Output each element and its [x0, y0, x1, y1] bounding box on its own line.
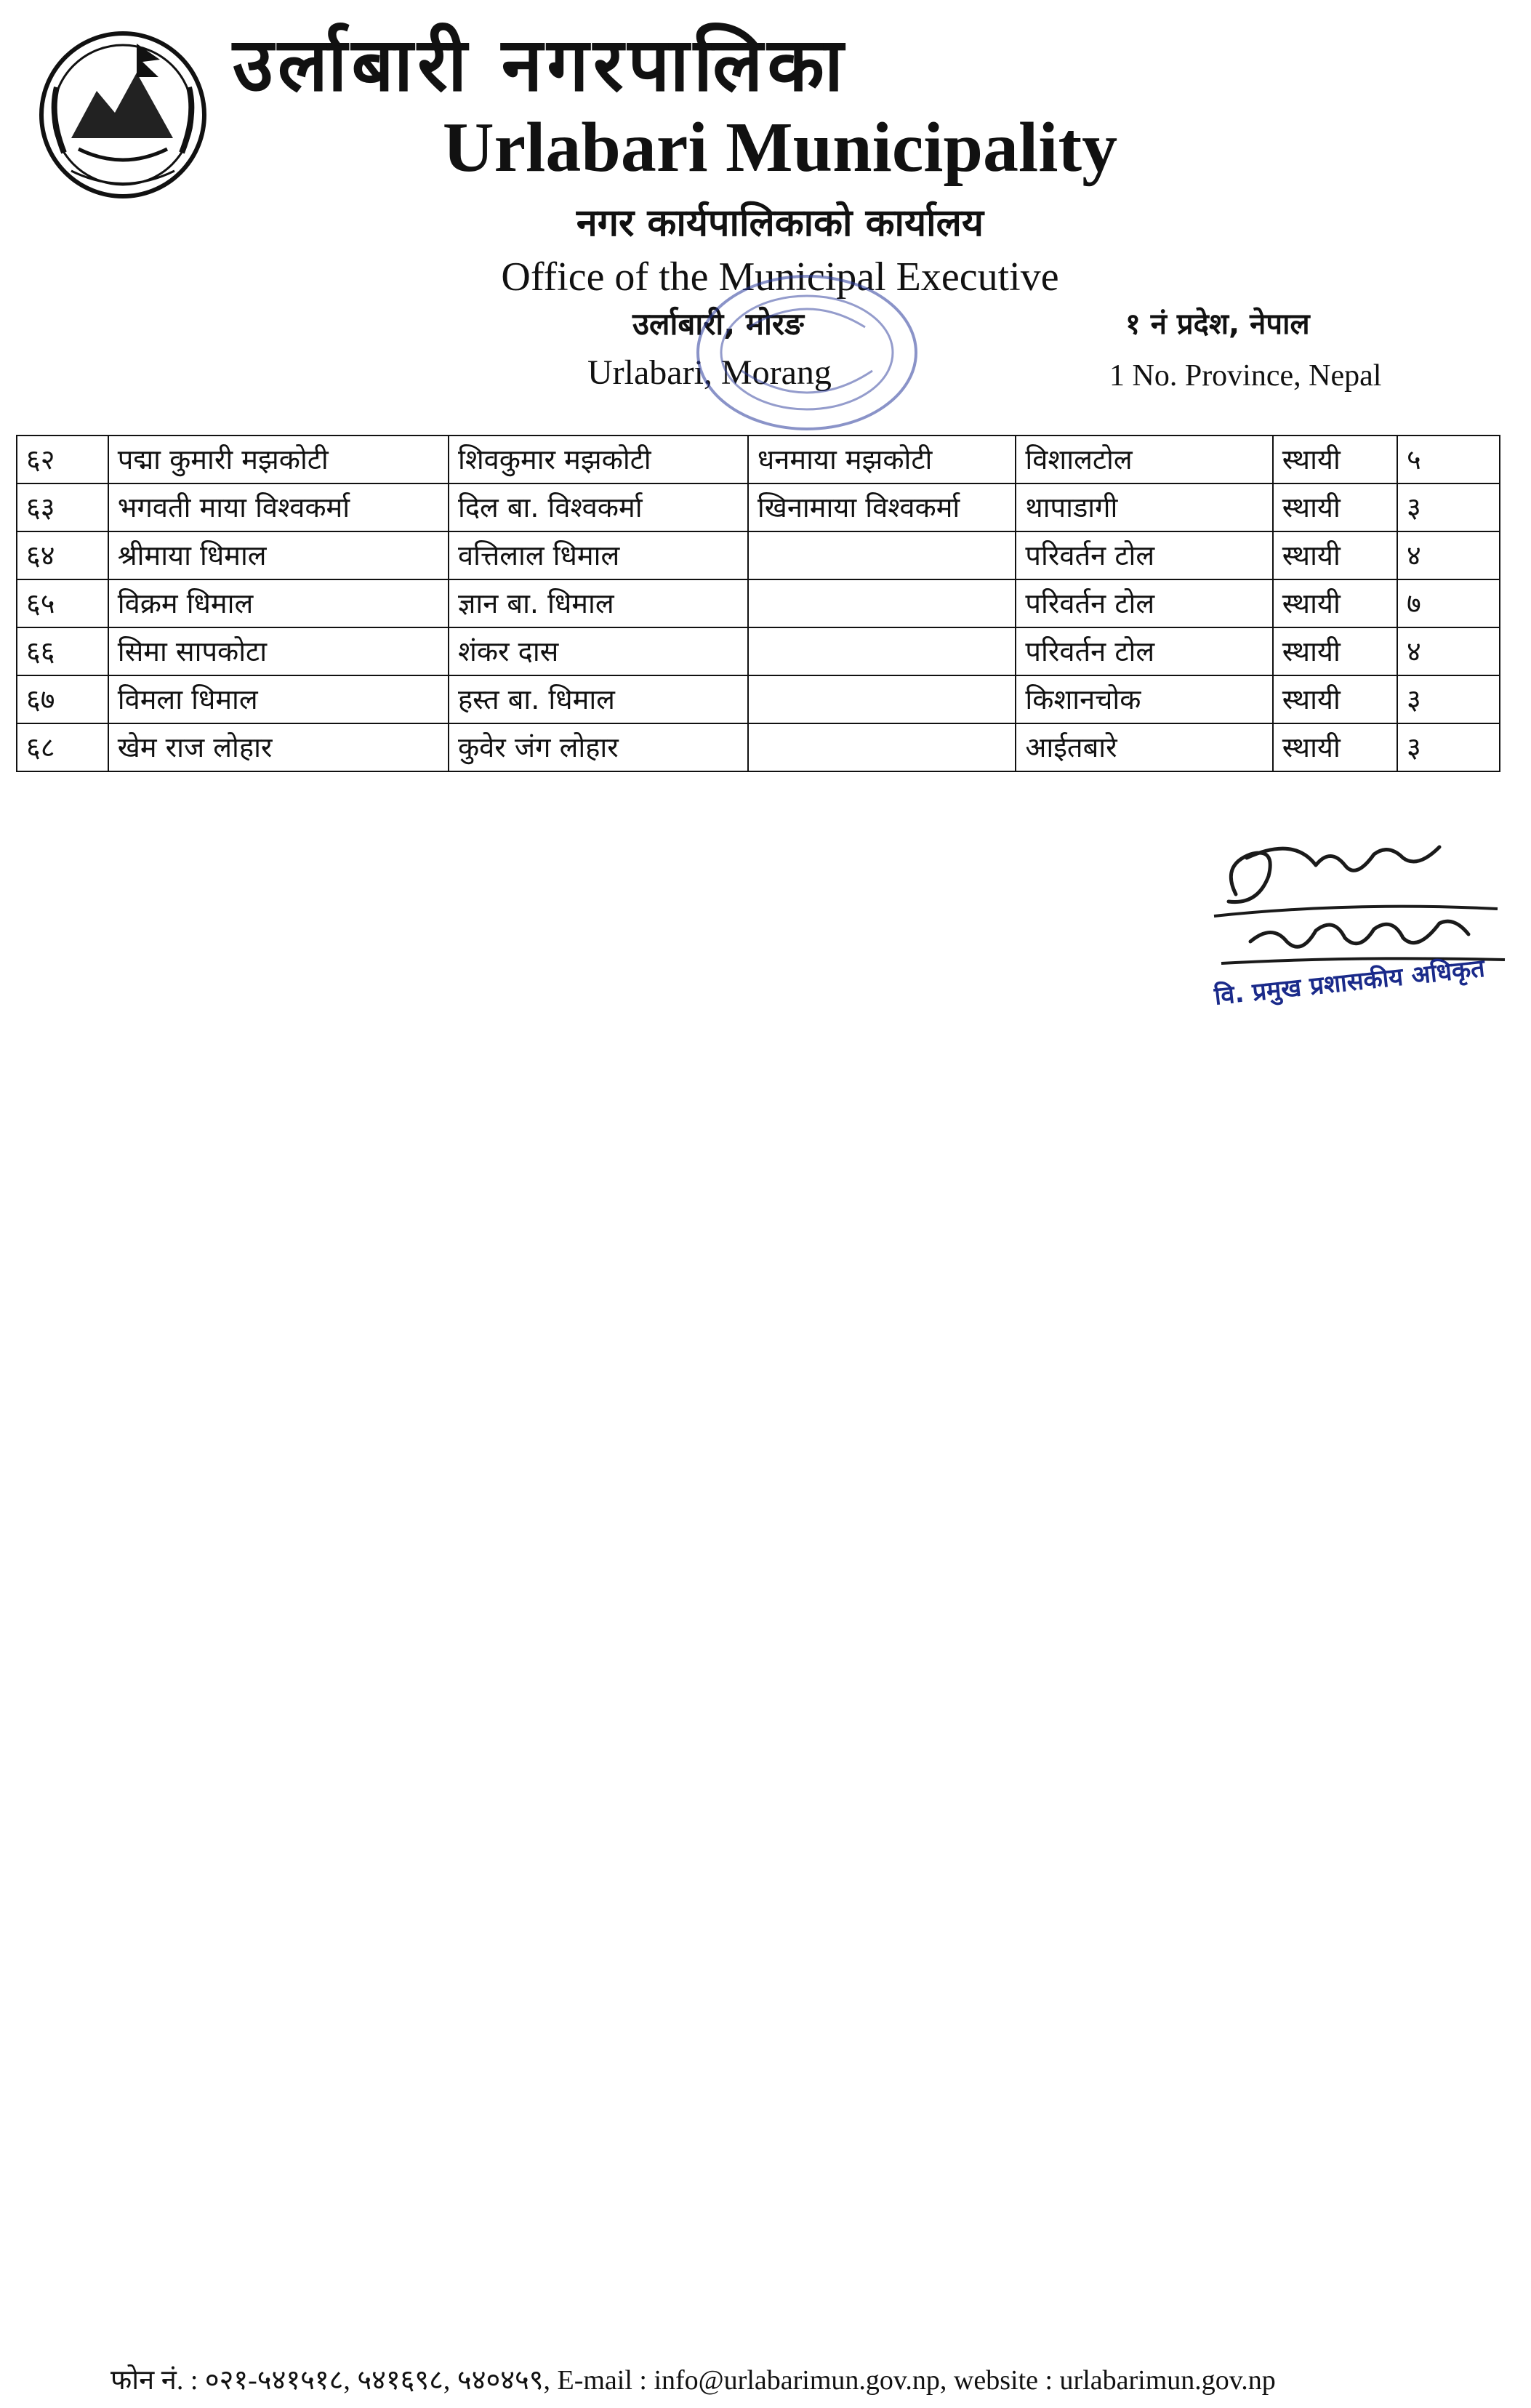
table-row [17, 531, 1500, 579]
municipality-title-english: Urlabari Municipality [442, 108, 1118, 187]
municipality-title-nepali: उर्लाबारी नगरपालिका [233, 22, 848, 108]
table-row [17, 483, 1500, 531]
province-english: 1 No. Province, Nepal [1109, 359, 1382, 393]
office-title-english: Office of the Municipal Executive [501, 254, 1059, 300]
table-row [17, 723, 1500, 771]
signatory-designation: वि. प्रमुख प्रशासकीय अधिकृत [1213, 953, 1487, 1011]
mother-name-cell: खिनामाया विश्वकर्मा [748, 483, 1016, 531]
status-cell: स्थायी [1273, 483, 1397, 531]
table-row [17, 436, 1500, 483]
ward-cell: ७ [1397, 579, 1500, 627]
father-name-cell: हस्त बा. धिमाल [449, 675, 748, 723]
name-cell: सिमा सापकोटा [108, 627, 449, 675]
serial-cell: ६३ [17, 483, 108, 531]
father-name-cell: वत्तिलाल धिमाल [449, 531, 748, 579]
province-nepali: १ नं प्रदेश, नेपाल [1125, 308, 1310, 341]
father-name-cell: ज्ञान बा. धिमाल [449, 579, 748, 627]
serial-cell: ६८ [17, 723, 108, 771]
mother-name-cell [748, 627, 1016, 675]
table-row [17, 675, 1500, 723]
office-stamp-icon [676, 262, 938, 444]
mother-name-cell [748, 579, 1016, 627]
name-cell: खेम राज लोहार [108, 723, 449, 771]
serial-cell: ६४ [17, 531, 108, 579]
address-cell: आईतबारे [1016, 723, 1272, 771]
office-title-nepali: नगर कार्यपालिकाको कार्यालय [576, 201, 984, 245]
status-cell: स्थायी [1273, 579, 1397, 627]
address-cell: परिवर्तन टोल [1016, 579, 1272, 627]
address-cell: परिवर्तन टोल [1016, 627, 1272, 675]
records-table [16, 435, 1500, 772]
ward-cell: ३ [1397, 675, 1500, 723]
status-cell: स्थायी [1273, 723, 1397, 771]
name-cell: भगवती माया विश्वकर्मा [108, 483, 449, 531]
status-cell: स्थायी [1273, 627, 1397, 675]
ward-cell: ४ [1397, 627, 1500, 675]
father-name-cell: शिवकुमार मझकोटी [449, 436, 748, 483]
father-name-cell: दिल बा. विश्वकर्मा [449, 483, 748, 531]
table-row [17, 579, 1500, 627]
mother-name-cell [748, 723, 1016, 771]
name-cell: श्रीमाया धिमाल [108, 531, 449, 579]
serial-cell: ६६ [17, 627, 108, 675]
serial-cell: ६७ [17, 675, 108, 723]
address-cell: परिवर्तन टोल [1016, 531, 1272, 579]
father-name-cell: कुवेर जंग लोहार [449, 723, 748, 771]
father-name-cell: शंकर दास [449, 627, 748, 675]
ward-cell: ३ [1397, 723, 1500, 771]
ward-cell: ५ [1397, 436, 1500, 483]
status-cell: स्थायी [1273, 436, 1397, 483]
serial-cell: ६२ [17, 436, 108, 483]
status-cell: स्थायी [1273, 675, 1397, 723]
footer-contact: फोन नं. : ०२१-५४१५१८, ५४१६९८, ५४०४५९, E-mail : info@urlabarimun.gov.np, website : urlabarimun.gov.np [110, 2365, 1276, 2396]
mother-name-cell: धनमाया मझकोटी [748, 436, 1016, 483]
status-cell: स्थायी [1273, 531, 1397, 579]
serial-cell: ६५ [17, 579, 108, 627]
mother-name-cell [748, 531, 1016, 579]
address-cell: विशालटोल [1016, 436, 1272, 483]
ward-cell: ३ [1397, 483, 1500, 531]
name-cell: पद्मा कुमारी मझकोटी [108, 436, 449, 483]
mother-name-cell [748, 675, 1016, 723]
name-cell: विमला धिमाल [108, 675, 449, 723]
name-cell: विक्रम धिमाल [108, 579, 449, 627]
address-cell: किशानचोक [1016, 675, 1272, 723]
address-cell: थापाडागी [1016, 483, 1272, 531]
table-row [17, 627, 1500, 675]
ward-cell: ४ [1397, 531, 1500, 579]
location-english: Urlabari, Morang [587, 353, 832, 392]
location-nepali: उर्लाबारी, मोरङ [632, 306, 804, 342]
